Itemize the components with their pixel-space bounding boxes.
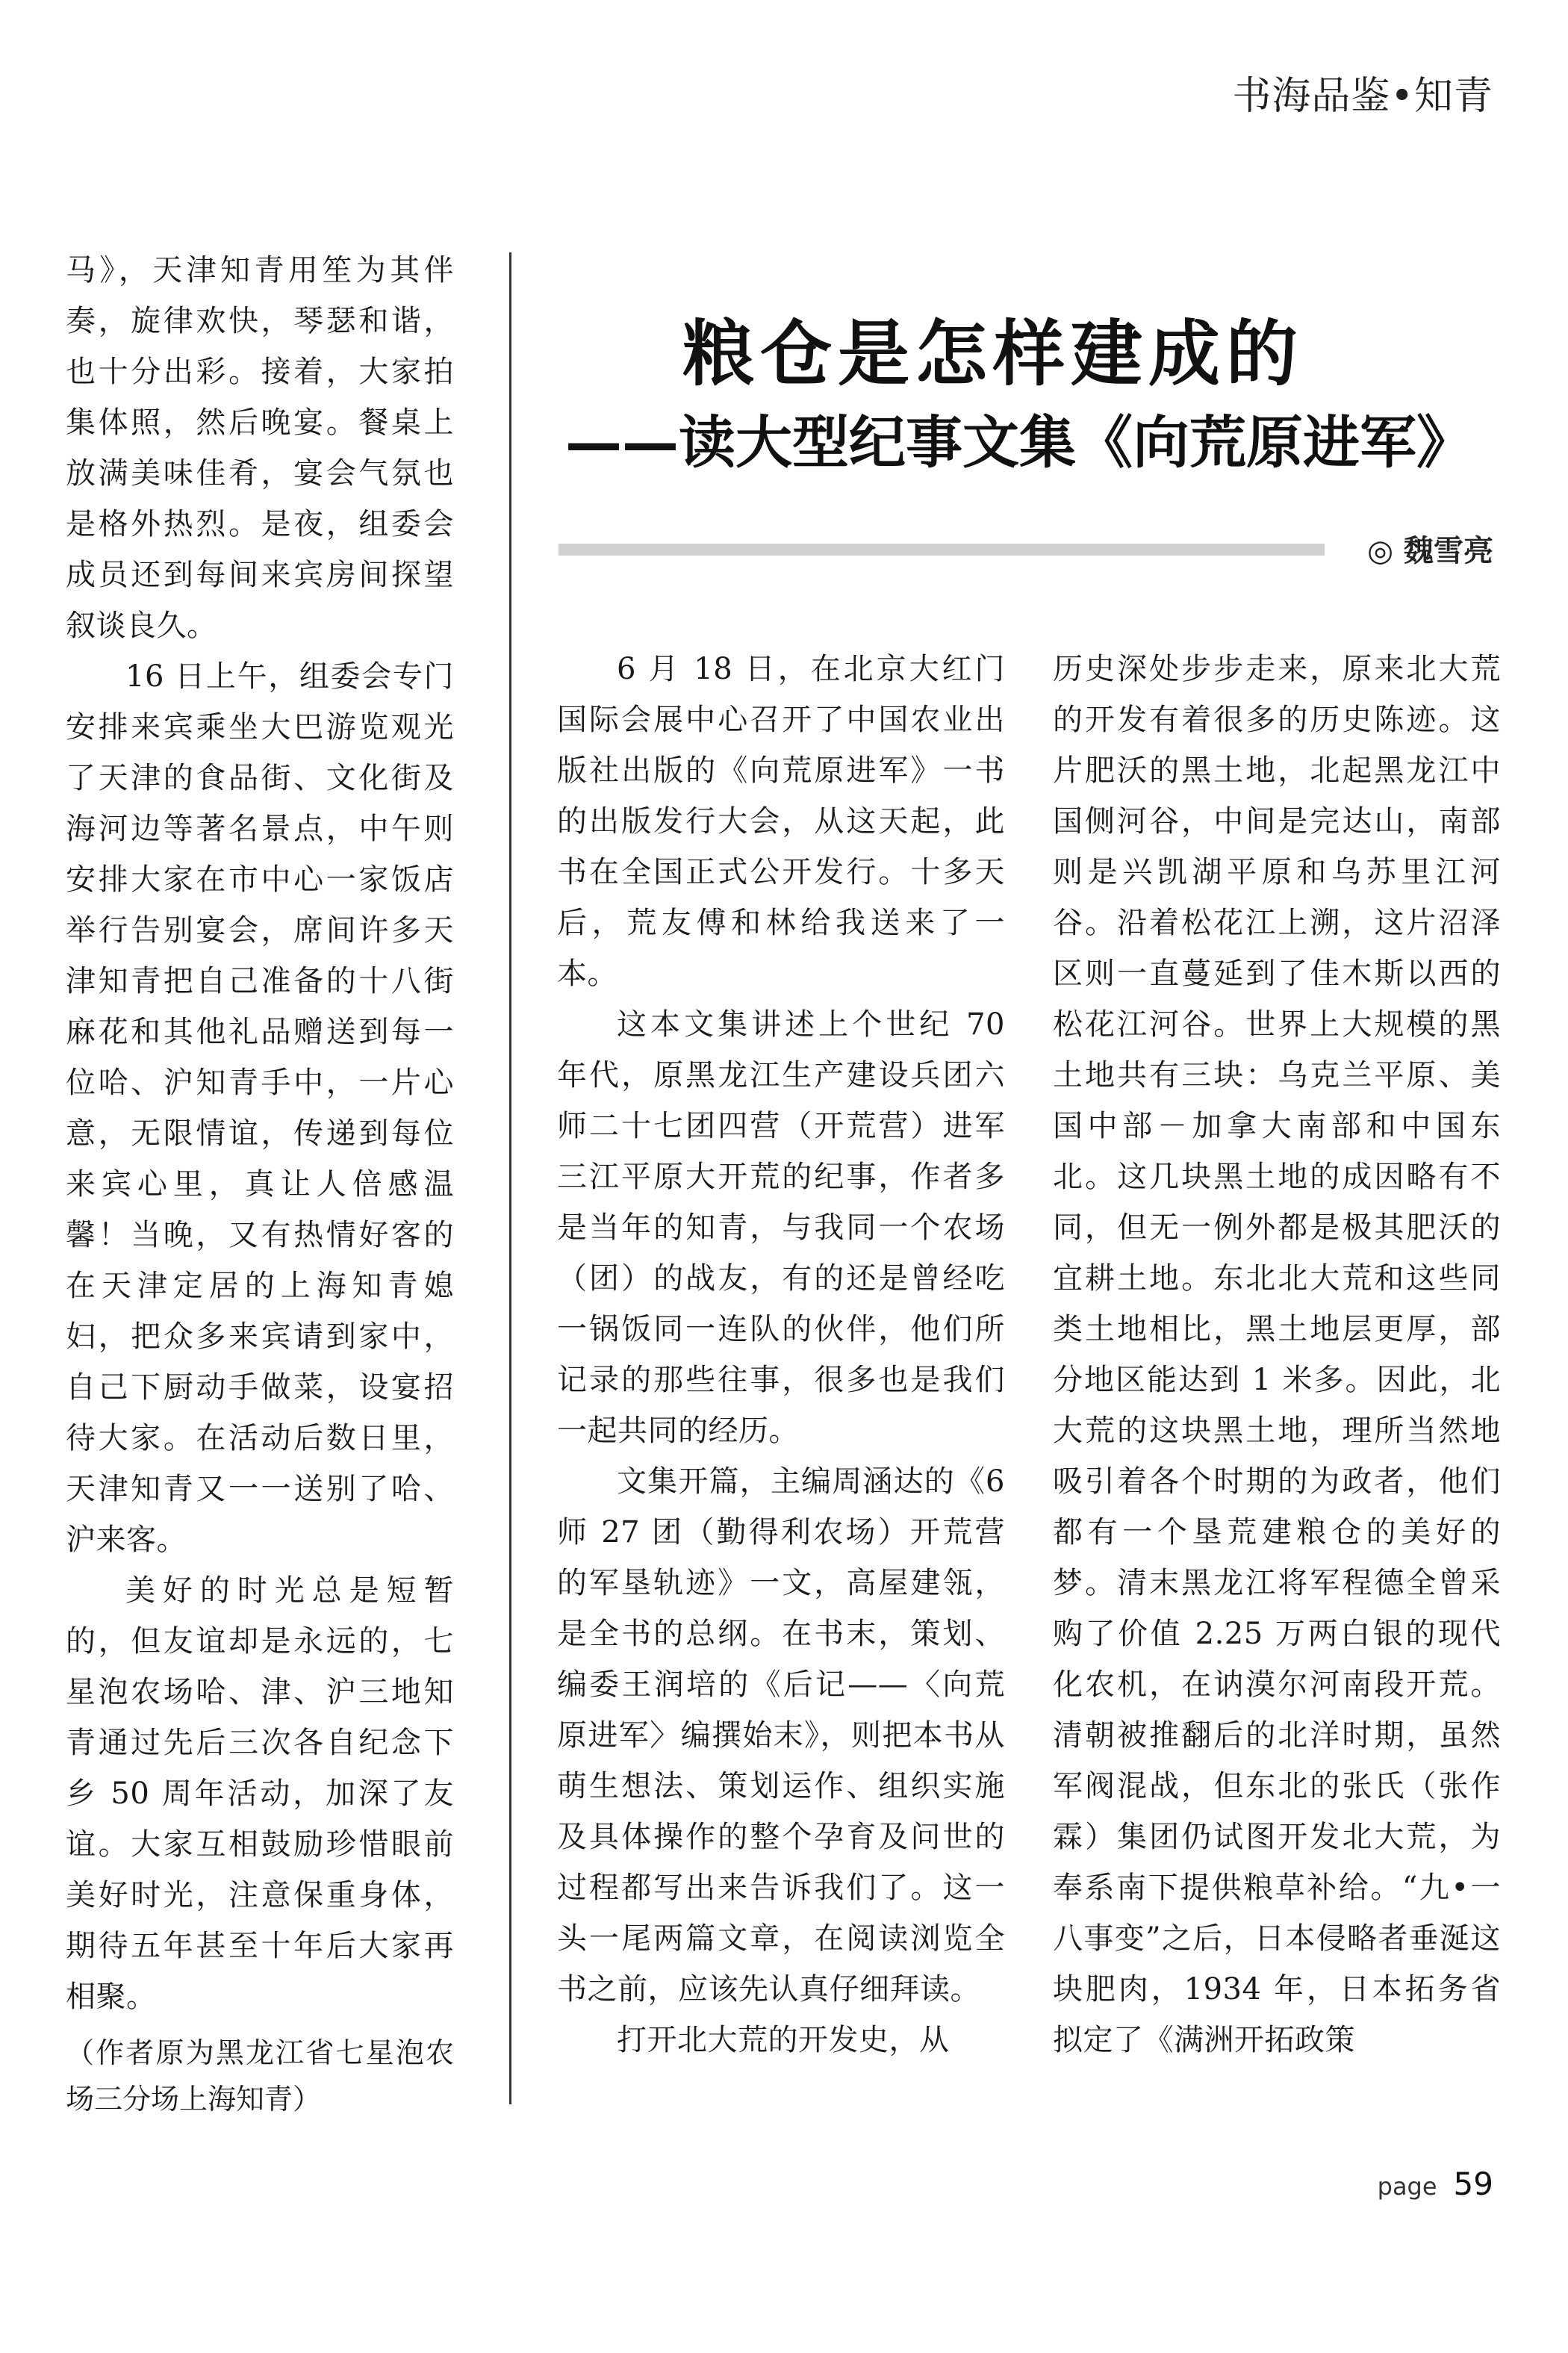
byline-rule	[559, 544, 1325, 556]
middle-column	[557, 644, 1005, 2066]
right-paragraph-1: 历史深处步步走来，原来北大荒的开发有着很多的历史陈迹。这片肥沃的黑土地，北起黑龙江中国侧河谷，中间是完达山，南部则是兴凯湖平原和乌苏里江河谷。沿着松花江上溯，这片沼泽区则一直蔓延到了佳木斯以西的松花江河谷。世界上大规模的黑土地共有三块：乌克兰平原、美国中部－加拿大南部和中国东北。这几块黑土地的成因略有不同，但无一例外都是极其肥沃的宜耕土地。东北北大荒和这些同类土地相比，黑土地层更厚，部分地区能达到 1 米多。因此，北大荒的这块黑土地，理所当然地吸引着各个时期的为政者，他们都有一个垦荒建粮仓的美好的梦。清末黑龙江将军程德全曾采购了价值 2.25 万两白银的现代化农机，在讷漠尔河南段开荒。清朝被推翻后的北洋时期，虽然军阀混战，但东北的张氏（张作霖）集团仍试图开发北大荒，为奉系南下提供粮草补给。“九•一八事变”之后，日本侵略者垂涎这块肥肉，1934 年，日本拓务省拟定了《满洲开拓政策	[1053, 652, 1501, 2057]
page-label: page	[1377, 2172, 1437, 2201]
left-paragraph-3: 美好的时光总是短暂的，但友谊却是永远的，七星泡农场哈、津、沪三地知青通过先后三次各自纪念下乡 50 周年活动，加深了友谊。大家互相鼓励珍惜眼前美好时光，注意保重身体，期待五年甚至十年后大家再相聚。	[66, 1573, 454, 2014]
section-header: 书海品鉴•知青	[1232, 74, 1493, 119]
left-paragraph-2: 16 日上午，组委会专门安排来宾乘坐大巴游览观光了天津的食品街、文化街及海河边等著名景点，中午则安排大家在市中心一家饭店举行告别宴会，席间许多天津知青把自己准备的十八街麻花和其他礼品赠送到每一位哈、沪知青手中，一片心意，无限情谊，传递到每位来宾心里，真让人倍感温馨！当晚，又有热情好客的在天津定居的上海知青媳妇，把众多来宾请到家中，自己下厨动手做菜，设宴招待大家。在活动后数日里，天津知青又一一送别了哈、沪来客。	[66, 659, 454, 1557]
author-byline: ◎ 魏雪亮	[1367, 534, 1493, 568]
author-note: （作者原为黑龙江省七星泡农场三分场上海知青）	[66, 2036, 454, 2116]
page-footer	[1378, 2166, 1493, 2202]
middle-paragraph-2: 这本文集讲述上个世纪 70 年代，原黑龙江生产建设兵团六师二十七团四营（开荒营）进军三江平原大开荒的纪事，作者多是当年的知青，与我同一个农场（团）的战友，有的还是曾经吃一锅饭同一连队的伙伴，他们所记录的那些往事，很多也是我们一起共同的经历。	[557, 1007, 1005, 1448]
page-number: 59	[1453, 2166, 1493, 2202]
middle-paragraph-1: 6 月 18 日，在北京大红门国际会展中心召开了中国农业出版社出版的《向荒原进军》一书的出版发行大会，从这天起，此书在全国正式公开发行。十多天后，荒友傅和林给我送来了一本。	[557, 652, 1005, 991]
column-divider	[509, 252, 511, 2104]
article-title: 粮仓是怎样建成的	[682, 312, 1304, 396]
middle-paragraph-3: 文集开篇，主编周涵达的《6 师 27 团（勤得利农场）开荒营的军垦轨迹》一文，高屋建瓴，是全书的总纲。在书末，策划、编委王润培的《后记——〈向荒原进军〉编撰始末》，则把本书从萌生想法、策划运作、组织实施及具体操作的整个孕育及问世的过程都写出来告诉我们了。这一头一尾两篇文章，在阅读浏览全书之前，应该先认真仔细拜读。	[557, 1464, 1005, 2007]
right-column	[1053, 644, 1501, 2066]
middle-paragraph-4: 打开北大荒的开发史，从	[617, 2023, 950, 2057]
left-column	[66, 245, 454, 2122]
article-subtitle: ——读大型纪事文集《向荒原进军》	[565, 409, 1473, 476]
left-paragraph-1: 马》，天津知青用笙为其伴奏，旋律欢快，琴瑟和谐，也十分出彩。接着，大家拍集体照，然后晚宴。餐桌上放满美味佳肴，宴会气氛也是格外热烈。是夜，组委会成员还到每间来宾房间探望叙谈良久。	[66, 253, 454, 643]
